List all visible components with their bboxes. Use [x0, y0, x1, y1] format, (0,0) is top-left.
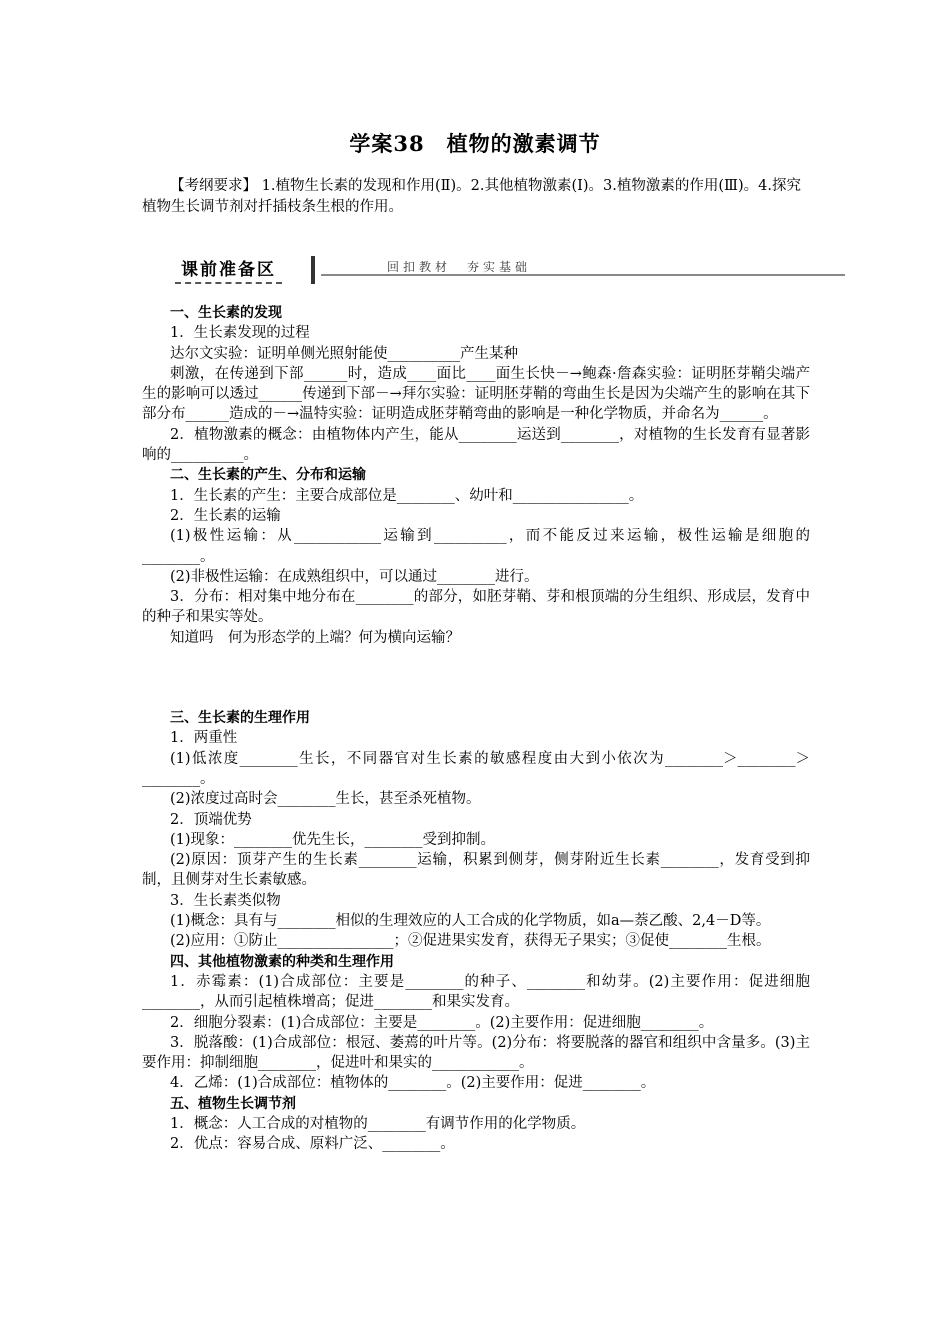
- text-line: 1．生长素发现的过程: [170, 325, 310, 342]
- text-line: 2．生长素的运输: [170, 507, 281, 524]
- text-line: (2)非极性运输：在成熟组织中，可以通过________进行。: [170, 568, 539, 585]
- section-banner: [175, 256, 845, 286]
- section-heading: 三、生长素的生理作用: [170, 710, 310, 727]
- text-line: 达尔文实验：证明单侧光照射能使__________产生某种: [170, 345, 518, 362]
- text-line: 2．细胞分裂素：(1)合成部位：主要是________。(2)主要作用：促进细胞________。: [170, 1014, 714, 1031]
- text-line: 3．脱落酸：(1)合成部位：根冠、萎蔫的叶片等。(2)分布：将要脱落的器官和组织中含量多。(3)主要作用：抑制细胞________，促进叶和果实的____________。: [142, 1034, 810, 1072]
- text-line: 2．植物激素的概念：由植物体内产生，能从________运送到________，对植物的生长发育有显著影响的__________。: [142, 426, 810, 464]
- section-heading: 五、植物生长调节剂: [170, 1095, 296, 1112]
- text-line: 刺激，在传递到下部______时，造成____面比____面生长快－→鲍森·詹森实验：证明胚芽鞘尖端产生的影响可以透过______传递到下部－→拜尔实验：证明胚芽鞘的弯曲生长是因为尖端产生的影响在其下部分布______造成的－→温特实验：证明造成胚芽鞘弯曲的影响是一种化学物质，并命名为______。: [142, 365, 810, 423]
- banner-divider: [311, 256, 315, 284]
- text-line: (2)原因：顶芽产生的生长素________运输，积累到侧芽，侧芽附近生长素________，发育受到抑制，且侧芽对生长素敏感。: [142, 852, 810, 889]
- text-line: 知道吗 何为形态学的上端？何为横向运输？: [170, 629, 460, 646]
- section-heading: 一、生长素的发现: [170, 305, 282, 321]
- text-line: 1．两重性: [170, 730, 238, 747]
- page-title: 学案38 植物的激素调节: [349, 131, 601, 156]
- banner-subtitle: 回扣教材 夯实基础: [387, 260, 532, 274]
- text-line: 3．生长素类似物: [170, 892, 281, 909]
- text-line: (2)浓度过高时会________生长，甚至杀死植物。: [170, 791, 481, 808]
- text-line: 3．分布：相对集中地分布在________的部分，如胚芽鞘、芽和根顶端的分生组织、形成层，发育中的种子和果实等处。: [142, 589, 810, 626]
- section-heading: 二、生长素的产生、分布和运输: [170, 467, 366, 484]
- banner-title: 课前准备区: [175, 258, 282, 284]
- text-line: 4．乙烯：(1)合成部位：植物体的________。(2)主要作用：促进________。: [170, 1075, 656, 1092]
- text-line: 1．概念：人工合成的对植物的________有调节作用的化学物质。: [170, 1115, 586, 1132]
- text-line: (2)应用：①防止________________；②促进果实发育，获得无子果实；③促使________生根。: [170, 933, 771, 950]
- text-line: (1)低浓度________生长，不同器官对生长素的敏感程度由大到小依次为________＞________＞________。: [142, 750, 810, 787]
- section-heading: 四、其他植物激素的种类和生理作用: [170, 953, 394, 970]
- text-line: (1)概念：具有与________相似的生理效应的人工合成的化学物质，如a—萘乙酸、2,4－D等。: [170, 913, 771, 930]
- worksheet-body: [142, 303, 810, 1155]
- text-line: 1．赤霉素：(1)合成部位：主要是________的种子、________和幼芽。(2)主要作用：促进细胞________，从而引起植株增高；促进________和果实发育。: [142, 973, 810, 1011]
- text-line: (1)现象：________优先生长，________受到抑制。: [170, 831, 496, 848]
- text-line: 2．顶端优势: [170, 811, 252, 828]
- answer-space: [142, 648, 810, 708]
- exam-requirements: 【考纲要求】 1.植物生长素的发现和作用(Ⅱ)。2.其他植物激素(Ⅰ)。3.植物激素的作用(Ⅲ)。4.探究植物生长调节剂对扦插枝条生根的作用。: [142, 178, 801, 215]
- text-line: 1．生长素的产生：主要合成部位是________、幼叶和________________。: [170, 487, 644, 504]
- text-line: (1)极性运输：从____________运输到__________，而不能反过来运输，极性运输是细胞的________。: [142, 528, 810, 565]
- text-line: 2．优点：容易合成、原料广泛、________。: [170, 1136, 455, 1153]
